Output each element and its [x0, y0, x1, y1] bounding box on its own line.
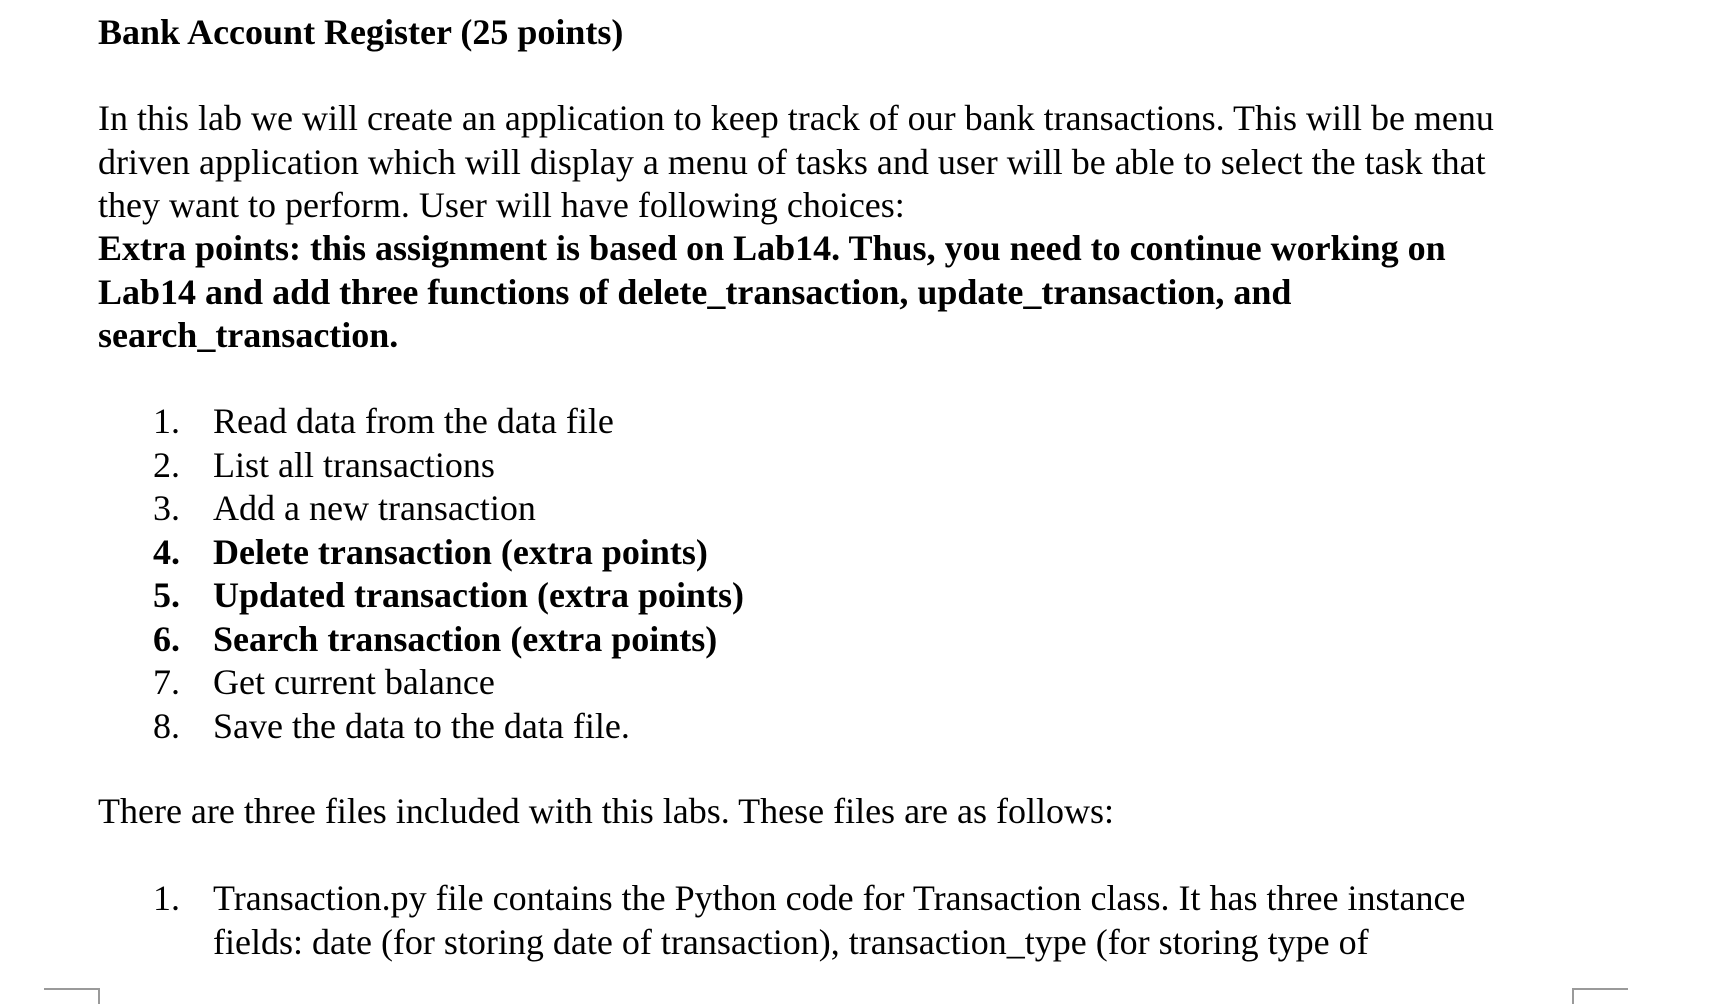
- list-number: 2.: [153, 444, 180, 485]
- list-text: Add a new transaction: [213, 488, 536, 528]
- files-intro-paragraph: There are three files included with this labs. These files are as follows:: [98, 791, 1114, 831]
- intro-line: In this lab we will create an application to keep track of our bank transactions. This will be menu: [98, 98, 1494, 138]
- extra-points-line: Lab14 and add three functions of delete_transaction, update_transaction, and: [98, 271, 1292, 312]
- page-corner-mark-left: [44, 988, 100, 1004]
- list-number: 4.: [153, 531, 180, 572]
- list-number: 5.: [153, 575, 180, 615]
- extra-points-line: Extra points: this assignment is based on Lab14. Thus, you need to continue working on: [98, 228, 1446, 268]
- list-text: List all transactions: [213, 444, 495, 485]
- list-number: 1.: [153, 878, 180, 918]
- list-text: fields: date (for storing date of transaction), transaction_type (for storing type of: [213, 921, 1369, 962]
- list-text: Search transaction (extra points): [213, 618, 718, 659]
- list-number: 1.: [153, 401, 180, 441]
- list-number: 8.: [153, 705, 180, 746]
- list-number: 7.: [153, 662, 180, 702]
- list-text: Save the data to the data file.: [213, 705, 630, 746]
- list-text: Delete transaction (extra points): [213, 531, 708, 572]
- document-title: Bank Account Register (25 points): [98, 12, 624, 52]
- intro-line: driven application which will display a menu of tasks and user will be able to select the task that: [98, 141, 1486, 182]
- list-number: 6.: [153, 618, 180, 659]
- intro-line: they want to perform. User will have following choices:: [98, 185, 905, 225]
- list-text: Read data from the data file: [213, 401, 614, 441]
- extra-points-line: search_transaction.: [98, 315, 399, 355]
- intro-paragraph: [98, 97, 1494, 228]
- list-text: Transaction.py file contains the Python code for Transaction class. It has three instance: [213, 878, 1466, 918]
- page-corner-mark-right: [1572, 988, 1628, 1004]
- list-number: 3.: [153, 488, 180, 528]
- list-text: Get current balance: [213, 662, 495, 702]
- extra-points-note: [98, 227, 1446, 358]
- list-text: Updated transaction (extra points): [213, 575, 744, 615]
